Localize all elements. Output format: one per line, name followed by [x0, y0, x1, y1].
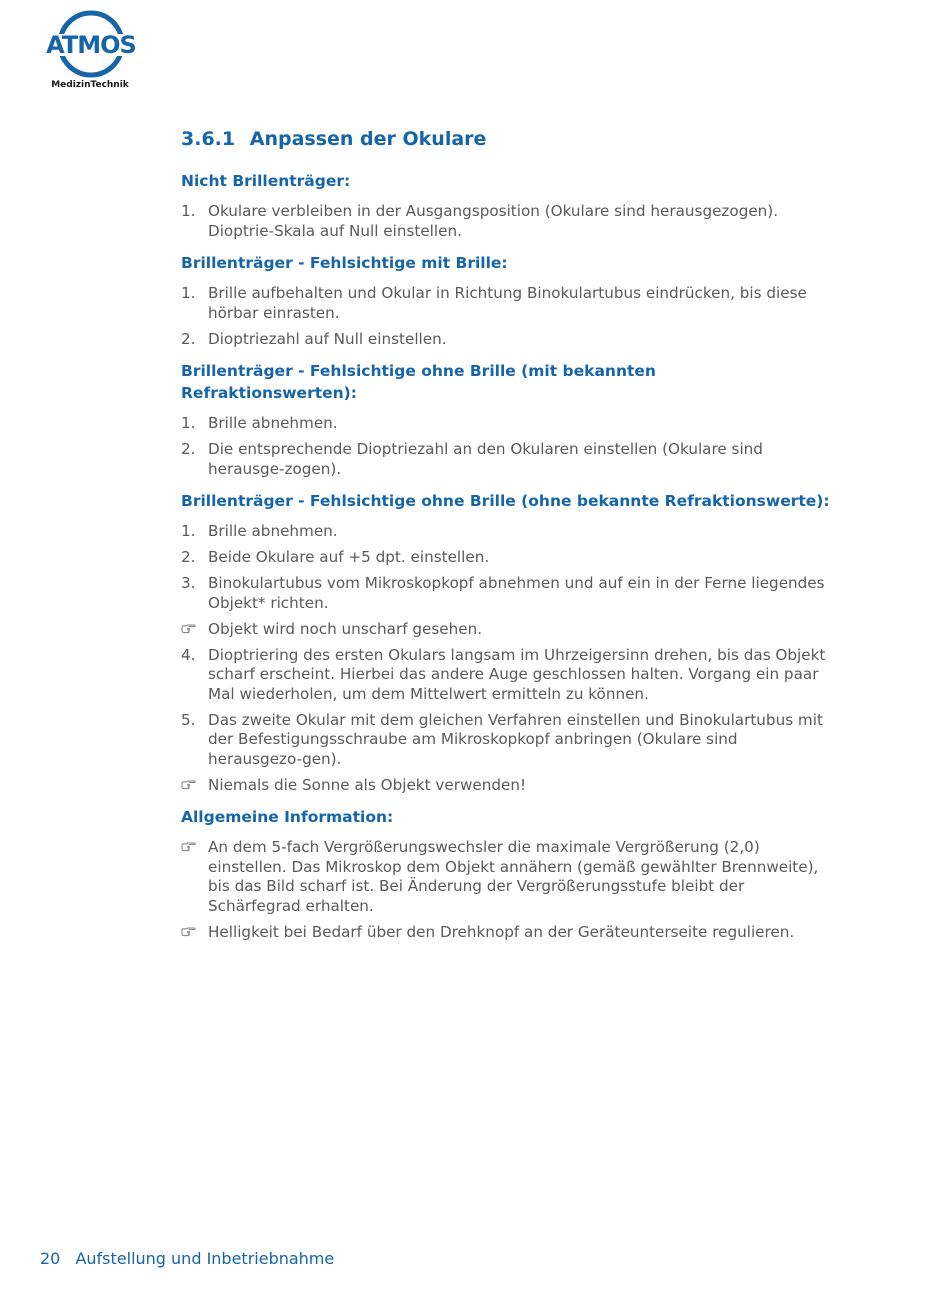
- step-item: [181, 548, 836, 568]
- main-content: [181, 126, 836, 953]
- step-number: 2.: [181, 548, 196, 566]
- item-text: Helligkeit bei Bedarf über den Drehknopf an der Geräteunterseite regulieren.: [208, 922, 795, 941]
- instruction-groups: [181, 170, 836, 942]
- item-text: Dioptriezahl auf Null einstellen.: [208, 329, 447, 348]
- item-text: An dem 5-fach Vergrößerungswechsler die maximale Vergrößerung (2,0) einstellen. Das Mikroskop dem Objekt annähern (gemäß gewählter Brennweite), bis das Bild scharf ist. Bei Änderung der Vergrößerungsstufe bleibt der Schärfegrad erhalten.: [208, 838, 819, 915]
- step-number: 1.: [181, 202, 196, 220]
- item-text: Binokulartubus vom Mikroskopkopf abnehmen und auf ein in der Ferne liegendes Objekt* richten.: [208, 574, 825, 612]
- step-item: [181, 522, 836, 542]
- step-number: 1.: [181, 284, 196, 302]
- item-text: Die entsprechende Dioptriezahl an den Okularen einstellen (Okulare sind herausge-zogen).: [208, 440, 763, 478]
- instruction-group: [181, 360, 836, 479]
- step-number: 2.: [181, 329, 196, 348]
- step-item: [181, 711, 836, 770]
- group-heading: Brillenträger - Fehlsichtige ohne Brille (mit bekannten Refraktionswerten):: [181, 362, 656, 402]
- group-heading: Nicht Brillenträger:: [181, 172, 351, 190]
- item-text: Beide Okulare auf +5 dpt. einstellen.: [208, 548, 490, 566]
- step-item: [181, 202, 836, 241]
- group-heading: Brillenträger - Fehlsichtige ohne Brille (ohne bekannte Refraktionswerte):: [181, 492, 830, 510]
- page-number: 20: [40, 1249, 61, 1268]
- group-heading: Brillenträger - Fehlsichtige mit Brille:: [181, 254, 508, 272]
- pointing-hand-icon: [181, 842, 197, 852]
- item-text: Brille aufbehalten und Okular in Richtung Binokulartubus eindrücken, bis diese hörbar einrasten.: [208, 284, 807, 322]
- step-number: 1.: [181, 414, 196, 432]
- item-text: Okulare verbleiben in der Ausgangsposition (Okulare sind herausgezogen). Dioptrie-Skala auf Null einstellen.: [208, 202, 779, 240]
- instruction-group: [181, 806, 836, 942]
- logo-tagline: MedizinTechnik: [51, 80, 129, 90]
- item-text: Objekt wird noch unscharf gesehen.: [208, 619, 483, 638]
- step-number: 1.: [181, 522, 196, 540]
- step-item: [181, 574, 836, 613]
- pointing-hand-icon: [181, 780, 197, 790]
- step-item: [181, 440, 836, 479]
- note-item: [181, 923, 836, 943]
- instruction-group: [181, 490, 836, 795]
- note-item: [181, 620, 836, 640]
- instruction-group: [181, 170, 836, 241]
- step-number: 3.: [181, 574, 196, 592]
- pointing-hand-icon: [181, 927, 197, 937]
- item-text: Dioptriering des ersten Okulars langsam im Uhrzeigersinn drehen, bis das Objekt scharf erscheint. Hierbei das andere Auge geschlossen halten. Vorgang ein paar Mal wiederholen, um dem Mittelwert ermitteln zu können.: [208, 645, 826, 703]
- step-item: [181, 330, 836, 350]
- page-footer: [40, 1249, 334, 1268]
- item-text: Das zweite Okular mit dem gleichen Verfahren einstellen und Binokulartubus mit der Befestigungsschraube am Mikroskopkopf anbringen (Okulare sind herausgezo-gen).: [208, 710, 823, 768]
- item-text: Brille abnehmen.: [208, 414, 338, 432]
- step-item: [181, 646, 836, 705]
- item-text: Brille abnehmen.: [208, 522, 338, 540]
- chapter-title: Aufstellung und Inbetriebnahme: [75, 1249, 335, 1268]
- step-number: 5.: [181, 710, 196, 729]
- step-item: [181, 414, 836, 434]
- step-number: 4.: [181, 645, 196, 664]
- section-number: 3.6.1: [181, 128, 236, 150]
- logo-brand: ATMOS: [46, 31, 136, 59]
- note-item: [181, 838, 836, 916]
- pointing-hand-icon: [181, 624, 197, 634]
- group-heading: Allgemeine Information:: [181, 808, 394, 826]
- step-item: [181, 284, 836, 323]
- section-title: [181, 126, 836, 152]
- note-item: [181, 776, 836, 796]
- section-title-text: Anpassen der Okulare: [249, 128, 487, 150]
- instruction-group: [181, 252, 836, 349]
- item-text: Niemals die Sonne als Objekt verwenden!: [208, 775, 527, 794]
- step-number: 2.: [181, 440, 196, 458]
